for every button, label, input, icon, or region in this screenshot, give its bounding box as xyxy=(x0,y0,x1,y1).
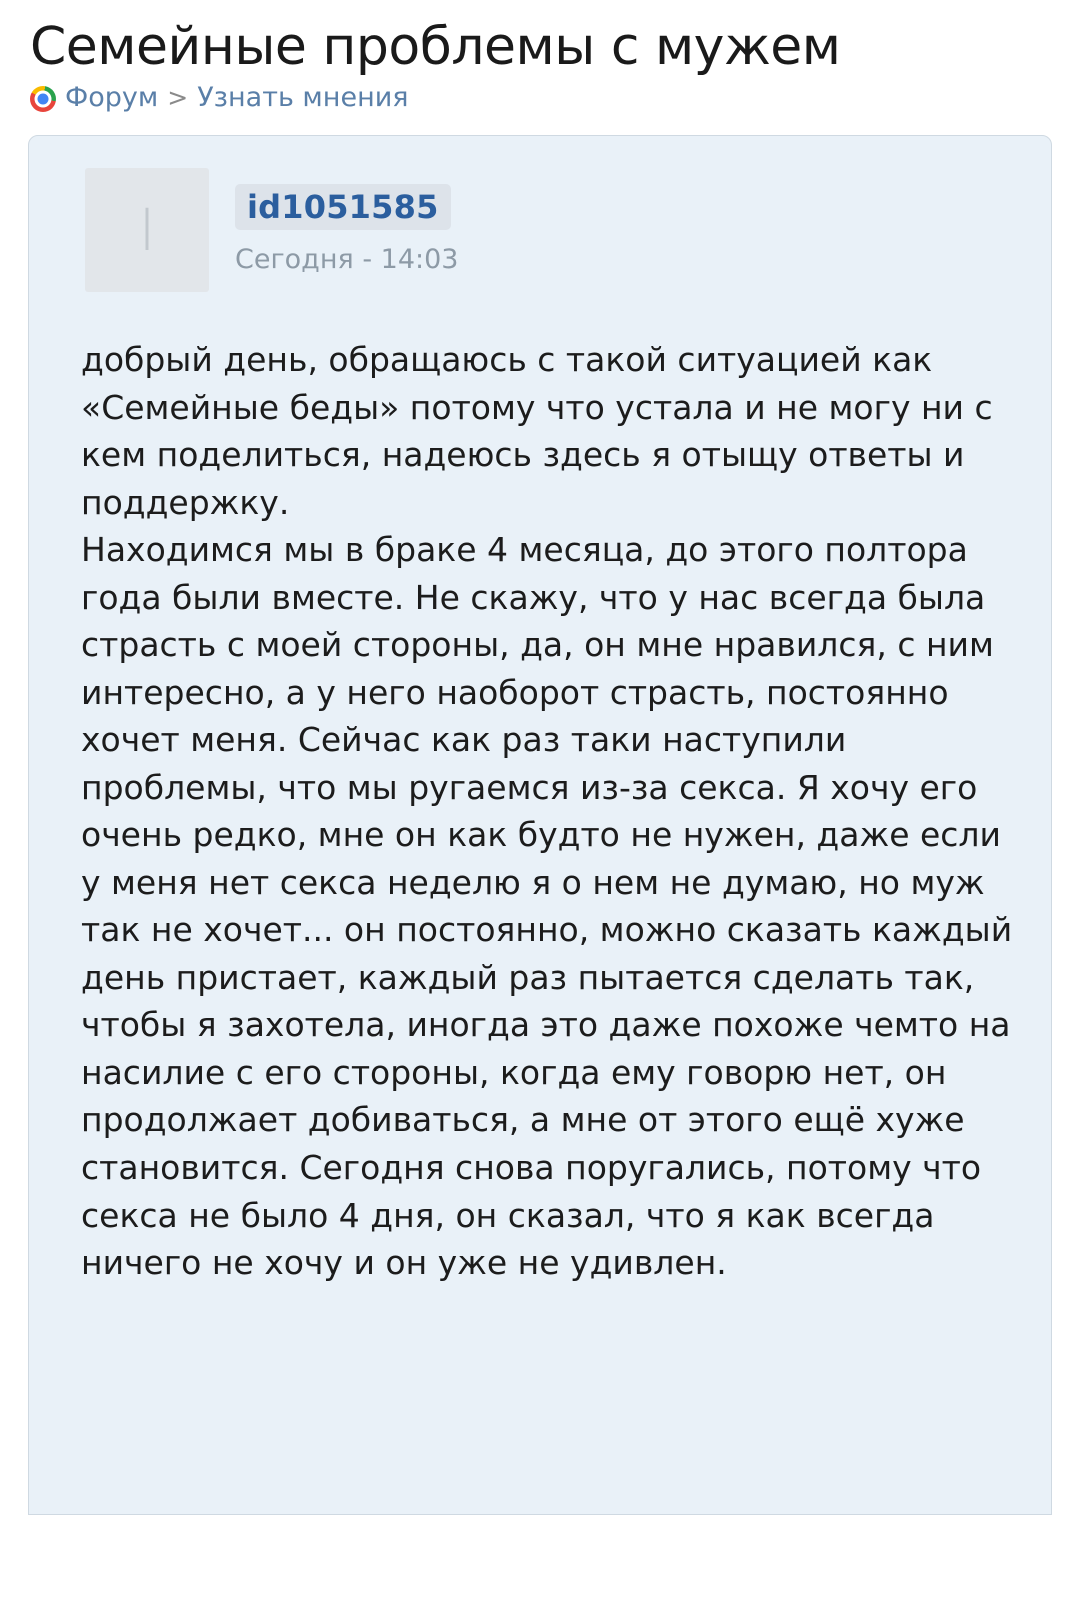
post-paragraph-1: добрый день, обращаюсь с такой ситуацией как «Семейные беды» потому что устала и не могу ни с кем поделиться, надеюсь здесь я отыщу ответы и поддержку. xyxy=(81,340,993,522)
page-header xyxy=(0,0,1080,113)
post-paragraph-2: Находимся мы в браке 4 месяца, до этого полтора года были вместе. Не скажу, что у нас всегда была страсть с моей стороны, да, он мне нравился, с ним интересно, а у него наоборот страсть, постоянно хочет меня. Сейчас как раз таки наступили проблемы, что мы ругаемся из-за секса. Я хочу его очень редко, мне он как будто не нужен, даже если у меня нет секса неделю я о нем не думаю, но муж так не хочет... он постоянно, можно сказать каждый день пристает, каждый раз пытается сделать так, чтобы я захотела, иногда это даже похоже чемто на насилие с его стороны, когда ему говорю нет, он продолжает добиваться, а мне от этого ещё хуже становится. Сегодня снова поругались, потому что секса не было 4 дня, он сказал, что я как всегда ничего не хочу и он уже не удивлен. xyxy=(81,530,1013,1283)
breadcrumb-separator: > xyxy=(167,83,189,113)
post-author-username[interactable]: id1051585 xyxy=(235,184,451,230)
breadcrumb-item-forum[interactable]: Форум xyxy=(65,82,159,114)
post-card xyxy=(28,135,1052,1515)
page-title: Семейные проблемы с мужем xyxy=(30,17,841,77)
post-meta xyxy=(235,168,458,275)
avatar[interactable]: I xyxy=(85,168,209,292)
post-body xyxy=(57,336,1023,1286)
forum-favicon-icon xyxy=(30,86,56,112)
breadcrumb xyxy=(30,82,1050,113)
post-header xyxy=(57,162,1023,292)
breadcrumb-item-section[interactable]: Узнать мнения xyxy=(197,82,409,114)
post-timestamp: Сегодня - 14:03 xyxy=(235,244,459,276)
